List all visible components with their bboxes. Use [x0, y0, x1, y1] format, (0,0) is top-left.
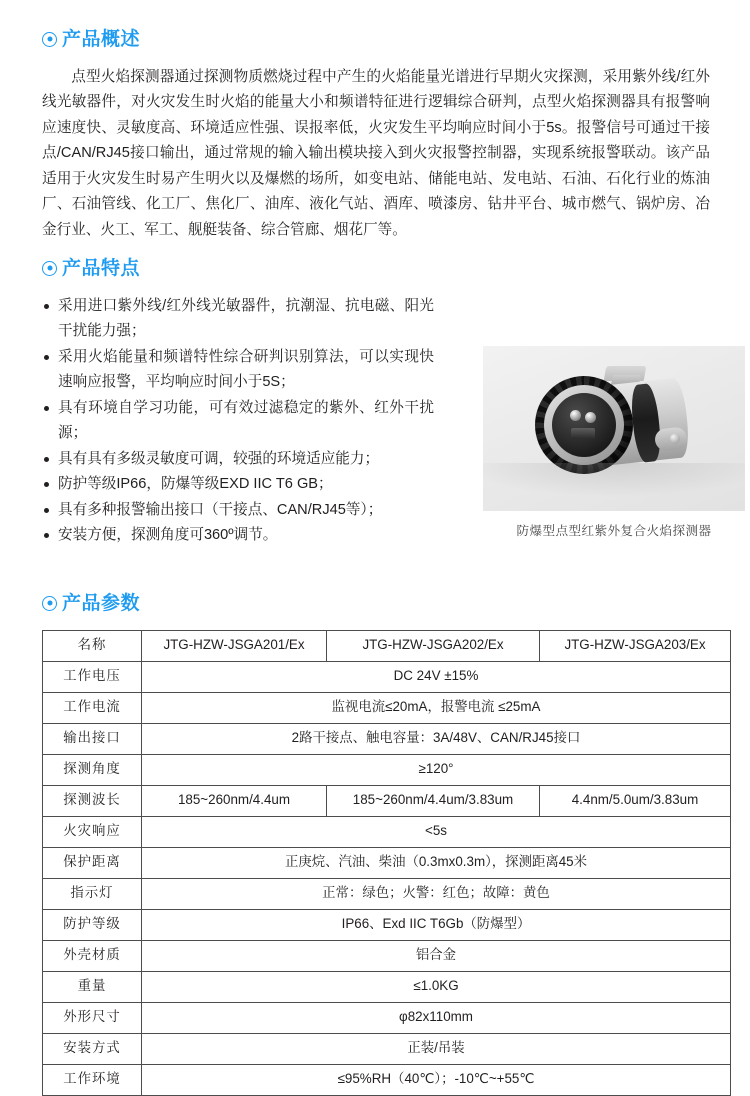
param-value-cell: 监视电流≤20mA，报警电流 ≤25mA: [142, 692, 731, 723]
product-parameters-section: [42, 578, 710, 1096]
param-value-cell: 185~260nm/4.4um/3.83um: [327, 785, 540, 816]
param-label-cell: 工作电压: [43, 661, 142, 692]
device-mounting-bracket: [604, 366, 647, 381]
param-value-cell: JTG-HZW-JSGA202/Ex: [327, 630, 540, 661]
circle-marker-icon: [42, 261, 57, 276]
param-value-cell: <5s: [142, 816, 731, 847]
param-value-cell: 4.4nm/5.0um/3.83um: [540, 785, 731, 816]
params-heading: [42, 594, 710, 613]
table-row: [43, 661, 731, 692]
param-label-cell: 探测波长: [43, 785, 142, 816]
param-label-cell: 外形尺寸: [43, 1002, 142, 1033]
param-value-cell: 正装/吊装: [142, 1033, 731, 1064]
overview-heading-text: 产品概述: [62, 28, 141, 50]
param-value-cell: ≤95%RH（40℃）；-10℃~+55℃: [142, 1064, 731, 1095]
param-label-cell: 安装方式: [43, 1033, 142, 1064]
param-label-cell: 工作电流: [43, 692, 142, 723]
table-row: [43, 1033, 731, 1064]
params-heading-text: 产品参数: [62, 592, 141, 614]
product-overview-section: [42, 14, 710, 258]
overview-heading: [42, 30, 710, 49]
param-value-cell: 185~260nm/4.4um: [142, 785, 327, 816]
features-heading: [42, 259, 710, 278]
param-label-cell: 指示灯: [43, 878, 142, 909]
table-row: [43, 785, 731, 816]
param-label-cell: 输出接口: [43, 723, 142, 754]
feature-item: 采用进口紫外线/红外线光敏器件，抗潮湿、抗电磁、阳光干扰能力强；: [42, 294, 434, 345]
param-value-cell: 铝合金: [142, 940, 731, 971]
feature-item: 具有环境自学习功能，可有效过滤稳定的紫外、红外干扰源；: [42, 396, 434, 447]
table-row: [43, 816, 731, 847]
device-sensor-face: [552, 393, 616, 457]
feature-item: 具有具有多级灵敏度可调，较强的环境适应能力；: [42, 447, 434, 473]
circle-marker-icon: [42, 596, 57, 611]
param-value-cell: ≥120°: [142, 754, 731, 785]
param-value-cell: ≤1.0KG: [142, 971, 731, 1002]
param-label-cell: 名称: [43, 630, 142, 661]
param-value-cell: 正常：绿色；火警：红色；故障：黄色: [142, 878, 731, 909]
device-nameplate: [571, 428, 595, 439]
table-row: [43, 723, 731, 754]
table-row: [43, 754, 731, 785]
product-figure: [483, 346, 745, 539]
param-label-cell: 外壳材质: [43, 940, 142, 971]
table-row: [43, 1002, 731, 1033]
param-label-cell: 保护距离: [43, 847, 142, 878]
param-value-cell: DC 24V ±15%: [142, 661, 731, 692]
feature-item: 采用火焰能量和频谱特性综合研判识别算法，可以实现快速响应报警，平均响应时间小于5S；: [42, 345, 434, 396]
param-value-cell: 2路干接点、触电容量：3A/48V、CAN/RJ45接口: [142, 723, 731, 754]
param-label-cell: 重量: [43, 971, 142, 1002]
table-row: [43, 971, 731, 1002]
features-list: [42, 294, 434, 549]
product-image-panel: [483, 346, 745, 511]
parameters-table: [42, 630, 731, 1096]
param-value-cell: JTG-HZW-JSGA203/Ex: [540, 630, 731, 661]
param-value-cell: 正庚烷、汽油、柴油（0.3mx0.3m），探测距离45米: [142, 847, 731, 878]
param-label-cell: 防护等级: [43, 909, 142, 940]
param-label-cell: 工作环境: [43, 1064, 142, 1095]
flame-detector-icon: [529, 366, 705, 484]
table-row: [43, 878, 731, 909]
param-label-cell: 探测角度: [43, 754, 142, 785]
table-row: [43, 909, 731, 940]
features-heading-text: 产品特点: [62, 257, 141, 279]
parameters-table-body: [43, 630, 731, 1095]
param-label-cell: 火灾响应: [43, 816, 142, 847]
feature-item: 安装方便，探测角度可360º调节。: [42, 523, 434, 549]
table-row: [43, 630, 731, 661]
param-value-cell: IP66、Exd IIC T6Gb（防爆型）: [142, 909, 731, 940]
param-value-cell: φ82x110mm: [142, 1002, 731, 1033]
feature-item: 具有多种报警输出接口（干接点、CAN/RJ45等）；: [42, 498, 434, 524]
table-row: [43, 1064, 731, 1095]
param-value-cell: JTG-HZW-JSGA201/Ex: [142, 630, 327, 661]
device-sensor-lens-uv: [570, 410, 581, 421]
overview-body-text: 点型火焰探测器通过探测物质燃烧过程中产生的火焰能量光谱进行早期火灾探测，采用紫外线/红外线光敏器件，对火灾发生时火焰的能量大小和频谱特征进行逻辑综合研判，点型火焰探测器具有报警响应速度快、灵敏度高、环境适应性强、误报率低，火灾发生平均响应时间小于5s。报警信号可通过干接点/CAN/RJ45接口输出，通过常规的输入输出模块接入到火灾报警控制器，实现系统报警联动。该产品适用于火灾发生时易产生明火以及爆燃的场所，如变电站、储能电站、发电站、石油、石化行业的炼油厂、石油管线、化工厂、焦化厂、油库、液化气站、酒库、喷漆房、钻井平台、城市燃气、锅炉房、冶金行业、火工、军工、舰艇装备、综合管廊、烟花厂等。: [42, 68, 710, 238]
feature-item: 防护等级IP66，防爆等级EXD IIC T6 GB；: [42, 472, 434, 498]
table-row: [43, 692, 731, 723]
table-row: [43, 847, 731, 878]
device-sensor-lens-ir: [585, 412, 596, 423]
table-row: [43, 940, 731, 971]
circle-marker-icon: [42, 32, 57, 47]
product-image-caption: 防爆型点型红紫外复合火焰探测器: [516, 524, 712, 538]
